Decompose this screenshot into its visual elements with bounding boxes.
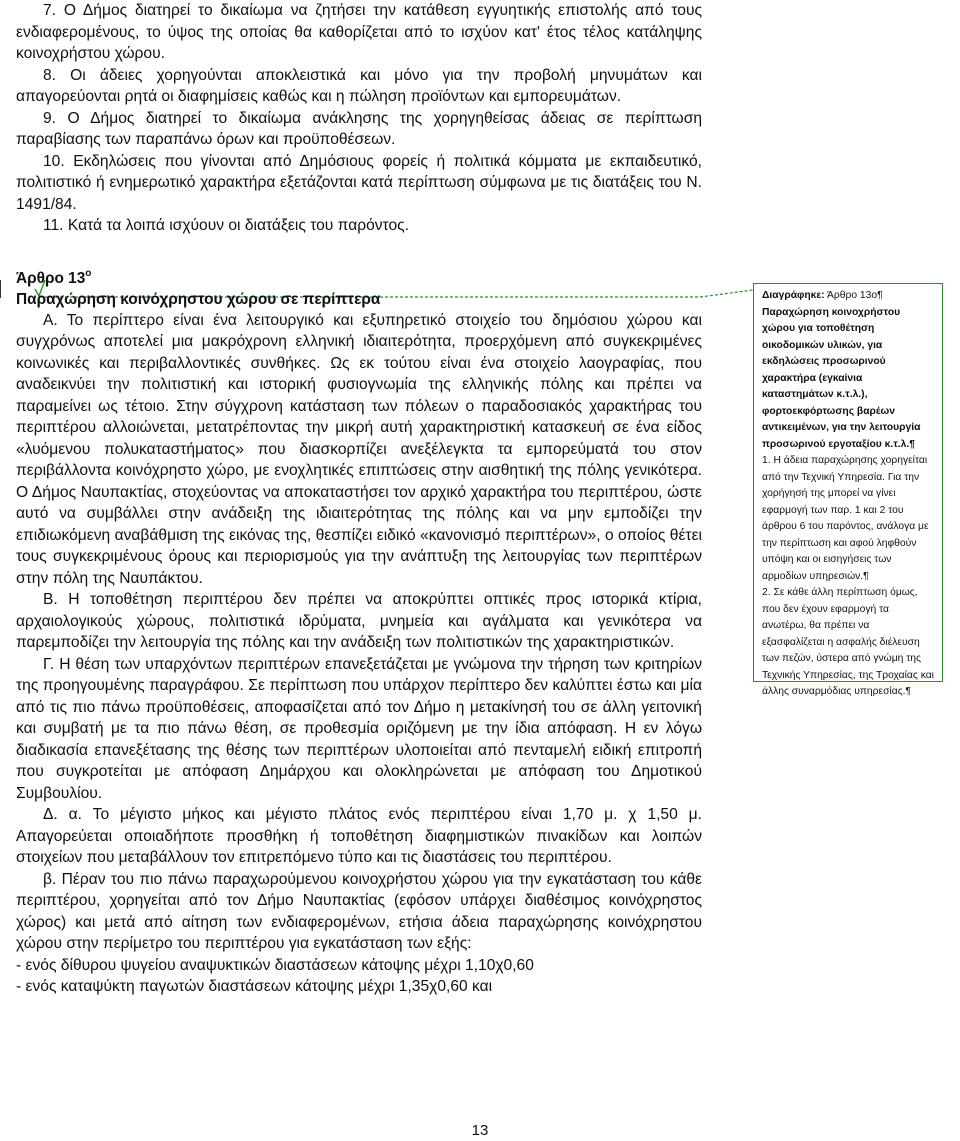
article-heading [16, 263, 702, 289]
pilcrow-icon: ¶ [863, 570, 869, 582]
bullet-fridge: - ενός δίθυρου ψυγείου αναψυκτικών διαστάσεων κάτοψης μέχρι 1,10χ0,60 [16, 956, 534, 974]
comment-point-1 [762, 453, 934, 585]
article-superscript: ο [85, 267, 92, 279]
item-8: 8. Οι άδειες χορηγούνται αποκλειστικά και μόνο για την προβολή μηνυμάτων και απαγορεύονται ρητά οι διαφημίσεις καθώς και η πώληση προϊόντων και εμπορευμάτων. [16, 66, 702, 105]
item-7: 7. Ο Δήμος διατηρεί το δικαίωμα να ζητήσει την κατάθεση εγγυητικής επιστολής από τους ενδιαφερομένους, το ύψος της οποίας θα καθορίζεται από το ισχύον κατ' έτος τέλος κατάληψης κοινοχρήστου χώρου. [16, 2, 702, 62]
item-9: 9. Ο Δήμος διατηρεί το δικαίωμα ανάκλησης της χορηγηθείσας άδειας σε περίπτωση παραβίασης των παραπάνω όρων και προϋποθέσεων. [16, 109, 702, 148]
deleted-text-comment-balloon[interactable] [753, 283, 943, 697]
item-11: 11. Κατά τα λοιπά ισχύουν οι διατάξεις του παρόντος. [43, 217, 410, 234]
page-number: 13 [471, 1122, 489, 1139]
main-text-column [16, 0, 702, 998]
comment-label: Διαγράφηκε: [762, 290, 825, 301]
item-10: 10. Εκδηλώσεις που γίνονται από Δημόσιους φορείς ή πολιτικά κόμματα με εκπαιδευτικό, πολιτιστικό ή ενημερωτικό χαρακτήρα εξετάζονται κατά περίπτωση σύμφωνα με τις διατάξεις του Ν. 1491/84. [16, 152, 702, 213]
bullet-freezer: - ενός καταψύκτη παγωτών διαστάσεων κάτοψης μέχρι 1,35χ0,60 και [16, 978, 493, 995]
pilcrow-icon: ¶ [905, 686, 912, 697]
pilcrow-icon: ¶ [877, 290, 883, 301]
comment-heading [762, 305, 934, 454]
comment-point-2 [762, 585, 934, 701]
comment-intro [762, 288, 934, 305]
comment-point-1-text: 1. Η άδεια παραχώρησης χορηγείται από την Τεχνική Υπηρεσία. Για την χορήγησή της μπορεί να γίνει εφαρμογή των παρ. 1 και 2 του άρθρου 6 του παρόντος, ανάλογα με την περίπτωση και αφού ληφθούν υπόψη και οι εισηγήσεις των αρμοδίων υπηρεσιών. [762, 455, 929, 582]
paragraph-beta: β. Πέραν του πιο πάνω παραχωρούμενου κοινοχρήστου χώρου για την εγκατάσταση του κάθε περιπτέρου, χορηγείται από τον Δήμο Ναυπακτίας (εφόσον υπάρχει διαθέσιμος κοινόχρηστος χώρος) και μετά από αίτηση των ενδιαφερομένων, ετήσια άδεια παραχώρησης κοινόχρηστου χώρου στην περίμετρο του περιπτέρου για εγκατάσταση των εξής: [16, 870, 702, 952]
paragraph-a: Α. Το περίπτερο είναι ένα λειτουργικό και εξυπηρετικό στοιχείο του δημόσιου χώρου και συγχρόνως αποτελεί μια μακρόχρονη ελληνική ιδιαιτερότητα, προερχόμενη από συγκεκριμένες κοινωνικές και περιβαλλοντικές συνθήκες. Ως εκ τούτου είναι ένα στοιχείο λαογραφίας, που αναδεικνύει την πολιτιστική και ιστορική φυσιογνωμία της ελληνικής πόλης και πρέπει να παραμείνει ως τέτοιο. Στην σύγχρονη κατάσταση των πόλεων ο παραδοσιακός χαρακτήρας του περιπτέρου αλλοιώνεται, μετατρέποντας την μικρή αυτή χαρακτηριστική κατασκευή σε ένα είδος «λυόμενου πολυκαταστήματος» που διασκορπίζει ανεξέλεγκτα τα εμπορεύματά του στον περιβάλλοντα κοινόχρηστο χώρο, με ενοχλητικές επιπτώσεις στην αισθητική της πόλης γενικότερα. Ο Δήμος Ναυπακτίας, στοχεύοντας να αποκαταστήσει τον αρχικό χαρακτήρα του περιπτέρου, ώστε αυτό να συμβάλλει στην ανάδειξη της ιδιαιτερότητας της πόλης και να μην εμποδίζει την επιδιωκόμενη αναβάθμιση της εικόνας της, θεσπίζει ειδικό «κανονισμό περιπτέρων», ο οποίος θέτει τους συγκεκριμένους όρους και περιορισμούς για την ανάπτυξη της λειτουργίας των περιπτέρων στην πόλη της Ναυπάκτου. [16, 311, 702, 587]
change-bar [0, 280, 1, 298]
comment-heading-text: Παραχώρηση κοινοχρήστου χώρου για τοποθέτηση οικοδομικών υλικών, για εκδηλώσεις προσωρινού χαρακτήρα (εγκαίνια καταστημάτων κ.τ.λ.), φορτοεκφόρτωσης βαρέων αντικειμένων, για την λειτουργία προσωρινού εργοταξίου κ.τ.λ. [762, 306, 921, 450]
comment-point-2-text: 2. Σε κάθε άλλη περίπτωση όμως, που δεν έχουν εφαρμογή τα ανωτέρω, θα πρέπει να εξασφαλίζεται η ασφαλής διέλευση των πεζών, ύστερα από γνώμη της Τεχνικής Υπηρεσίας, της Τροχαίας και άλλης συναρμόδιας υπηρεσίας. [762, 587, 934, 697]
comment-intro-text: Άρθρο 13ο [824, 290, 878, 301]
article-label: Άρθρο 13 [16, 269, 86, 287]
paragraph-c: Γ. Η θέση των υπαρχόντων περιπτέρων επανεξετάζεται με γνώμονα την τήρηση των κριτηρίων της προηγουμένης παραγράφου. Σε περίπτωση που υπάρχον περίπτερο δεν καλύπτει έστω και μία από τις πιο πάνω προϋποθέσεις, αποφασίζεται από τον Δήμο η μετακίνησή του σε άλλη γειτονική και συμβατή με τα πιο πάνω θέση, σε προθεσμία οριζόμενη με την ίδια απόφαση. Η εν λόγω διαδικασία επανεξέτασης της θέσης των περιπτέρων υλοποιείται από πενταμελή ειδική επιτροπή που συγκροτείται με απόφαση Δημάρχου και ολοκληρώνεται με απόφαση του Δημοτικού Συμβουλίου. [16, 655, 702, 802]
paragraph-d: Δ. α. Το μέγιστο μήκος και μέγιστο πλάτος ενός περιπτέρου είναι 1,70 μ. χ 1,50 μ. Απαγορεύεται οποιαδήποτε προσθήκη ή τοποθέτηση διαφημιστικών πινακίδων και λοιπών στοιχείων που μεταβάλλουν τον επιτρεπόμενο τύπο και τις διαστάσεις του περιπτέρου. [16, 806, 702, 866]
spacer [16, 237, 702, 263]
pilcrow-icon: ¶ [909, 438, 915, 450]
article-title: Παραχώρηση κοινόχρηστου χώρου σε περίπτερα [16, 290, 381, 308]
paragraph-b: Β. Η τοποθέτηση περιπτέρου δεν πρέπει να αποκρύπτει οπτικές προς ιστορικά κτίρια, αρχαιολογικούς χώρους, πολιτιστικά ιδρύματα, μνημεία και αγάλματα και γενικότερα να παρεμποδίζει την λειτουργία της πόλης και την ανάδειξη των πολιτιστικών της χαρακτηριστικών. [16, 591, 702, 651]
